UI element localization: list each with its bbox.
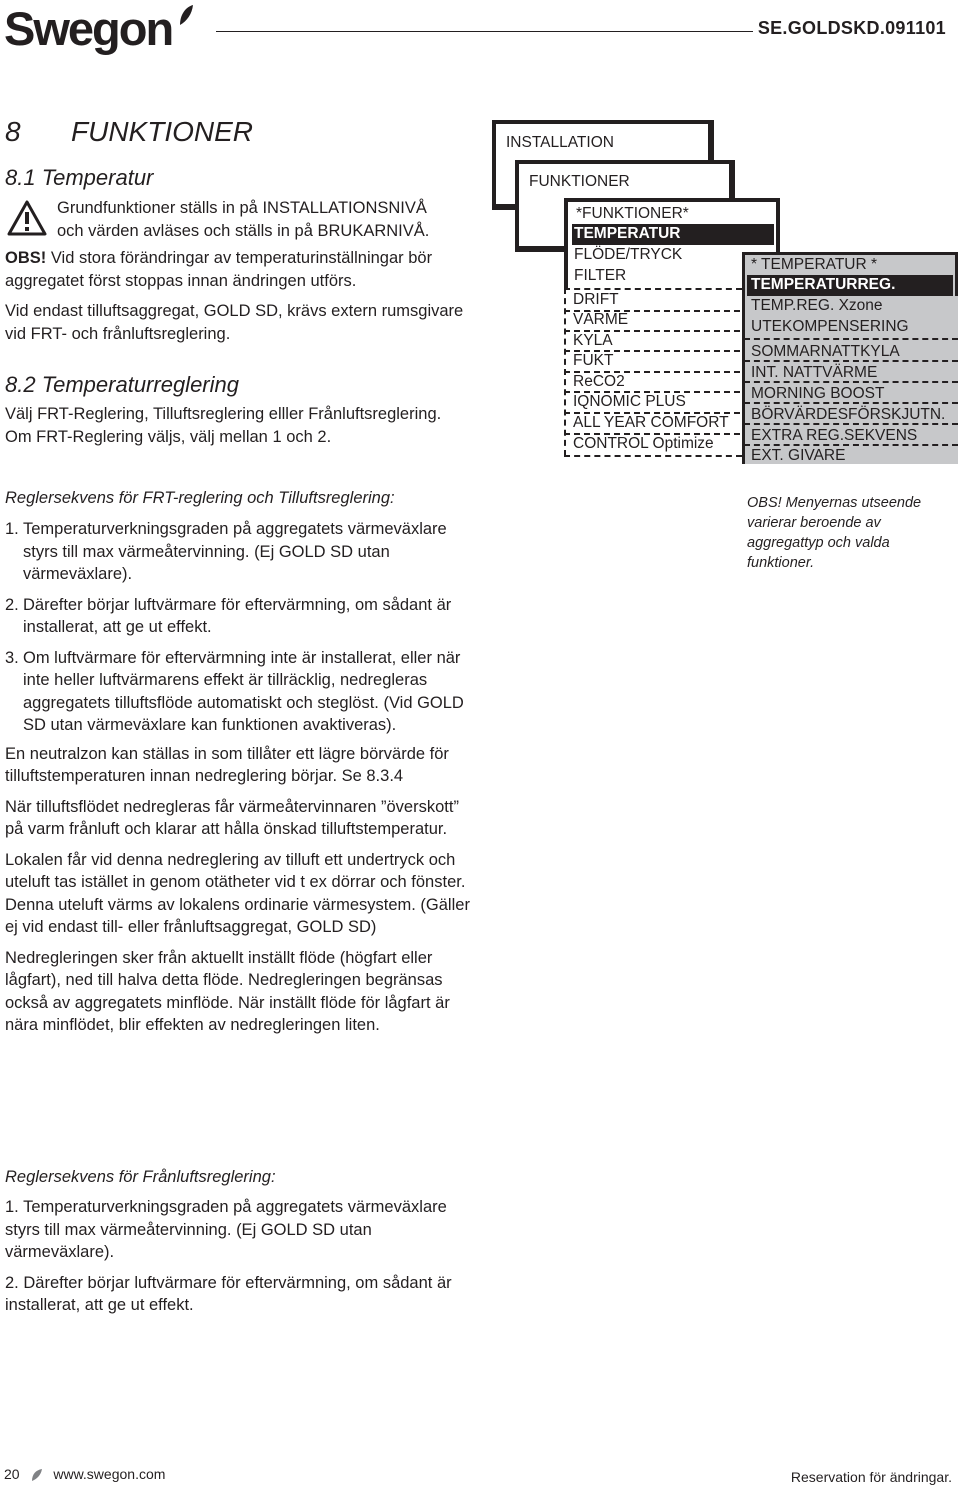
menu-l4-item-selected[interactable]: TEMPERATURREG. bbox=[747, 275, 953, 296]
leaf-icon bbox=[31, 1468, 43, 1482]
leaf-icon bbox=[178, 4, 194, 26]
menu-l4-item[interactable]: BÖRVÄRDESFÖRSKJUTN. bbox=[751, 406, 946, 423]
franluft-section bbox=[5, 1196, 455, 1325]
page-number: 20 bbox=[4, 1466, 20, 1482]
menu-note-text: Menyernas utseende varierar beroende av aggregattyp och valda funktioner. bbox=[747, 495, 922, 571]
section-8-1-paragraph bbox=[5, 300, 465, 345]
list-item bbox=[5, 647, 475, 737]
menu-l4-item[interactable]: INT. NATTVÄRME bbox=[751, 364, 878, 381]
section-8-2-line-2: Om FRT-Reglering väljs, välj mellan 1 och 2. bbox=[5, 427, 332, 446]
swegon-logo: Swegon bbox=[4, 2, 173, 55]
list-number: 3. bbox=[5, 648, 19, 667]
list-number: 2. bbox=[5, 1273, 19, 1292]
frt-list bbox=[5, 518, 475, 737]
menu-installation-title: INSTALLATION bbox=[506, 134, 614, 151]
list-number: 2. bbox=[5, 595, 19, 614]
menu-l3-title: *FUNKTIONER* bbox=[576, 205, 689, 222]
list-text: Temperaturverkningsgraden på aggregatets värmeväxlare styrs till max värmeåtervinning. (Ej GOLD SD utan värmeväxlare). bbox=[5, 1198, 447, 1261]
list-number: 1. bbox=[5, 1198, 19, 1216]
document-id: SE.GOLDSKD.091101 bbox=[757, 18, 946, 38]
menu-l4-item[interactable]: TEMP.REG. Xzone bbox=[751, 297, 883, 314]
overskott-paragraph: När tilluftsflödet nedregleras får värmeåtervinnaren ”överskott” på varm frånluft och klarar att hålla önskad tilluftstemperatur. bbox=[5, 797, 459, 838]
menu-l3-item[interactable]: FLÖDE/TRYCK bbox=[574, 246, 683, 263]
list-text: Om luftvärmare för eftervärmning inte är installerat, eller när inte heller luftvärmarens effekt är tillräcklig, nedregleras aggregatets tilluftsflöde automatiskt och steglöst. (Vid GOLD SD utan värmeväxlare kan funktionen avaktiveras). bbox=[23, 648, 464, 734]
menu-l4-item[interactable]: SOMMARNATTKYLA bbox=[751, 343, 900, 360]
menu-l3-item[interactable]: FUKT bbox=[573, 352, 614, 369]
menu-l4-dashed-row bbox=[744, 338, 958, 340]
list-text: Därefter börjar luftvärmare för eftervärmning, om sådant är installerat, att ge ut effekt. bbox=[5, 1273, 452, 1314]
menu-note-label: OBS! bbox=[747, 495, 782, 511]
menu-l4-item[interactable]: EXT. GIVARE bbox=[751, 447, 846, 464]
menu-l3-item[interactable]: IQNOMIC PLUS bbox=[573, 393, 686, 410]
chapter-title bbox=[5, 116, 253, 148]
menu-note bbox=[747, 493, 957, 573]
list-item bbox=[5, 1196, 455, 1264]
chapter-name: FUNKTIONER bbox=[71, 116, 253, 147]
warning-text bbox=[57, 197, 457, 242]
frt-heading: Reglersekvens för FRT-reglering och Tilluftsreglering: bbox=[5, 489, 395, 507]
warning-line-2: och värden avläses och ställs in på BRUKARNIVÅ. bbox=[57, 221, 430, 240]
obs-paragraph bbox=[5, 247, 465, 292]
franluft-list bbox=[5, 1196, 455, 1317]
website-link[interactable]: www.swegon.com bbox=[53, 1466, 166, 1482]
neutralzon-paragraph: En neutralzon kan ställas in som tillåter ett lägre börvärde för tilluftstemperaturen innan nedreglering börjar. Se 8.3.4 bbox=[5, 744, 449, 785]
chapter-number: 8 bbox=[5, 116, 21, 147]
menu-l4-item[interactable]: UTEKOMPENSERING bbox=[751, 318, 909, 335]
list-number: 1. bbox=[5, 520, 19, 538]
menu-l4-title: * TEMPERATUR * bbox=[751, 256, 878, 273]
undertryck-paragraph: Lokalen får vid denna nedreglering av tilluft ett undertryck och uteluft tas istället in genom otätheter vid t ex dörrar och fönster. Denna uteluft värms av lokalens ordinarie värmesystem. (Gäller ej vid endast till- eller frånluftsaggregat, GOLD SD) bbox=[5, 850, 470, 936]
footer-reservation: Reservation för ändringar. bbox=[790, 1469, 952, 1485]
header-rule bbox=[216, 31, 753, 32]
menu-l3-item[interactable]: VÄRME bbox=[573, 311, 629, 328]
obs-label: OBS! bbox=[5, 249, 47, 267]
section-8-1-title: 8.1 Temperatur bbox=[5, 165, 154, 190]
list-text: Temperaturverkningsgraden på aggregatets värmeväxlare styrs till max värmeåtervinning. (Ej GOLD SD utan värmeväxlare). bbox=[23, 520, 447, 583]
list-text: Därefter börjar luftvärmare för eftervärmning, om sådant är installerat, att ge ut effekt. bbox=[23, 595, 452, 636]
footer-left bbox=[4, 1466, 165, 1482]
warning-icon bbox=[7, 200, 47, 236]
menu-l4-item[interactable]: EXTRA REG.SEKVENS bbox=[751, 427, 918, 444]
list-item bbox=[5, 1272, 455, 1317]
rumsgivare-text: Vid endast tilluftsaggregat, GOLD SD, krävs extern rumsgivare vid FRT- och frånluftsreglering. bbox=[5, 302, 464, 343]
menu-l3-item[interactable]: DRIFT bbox=[573, 291, 619, 308]
warning-line-1: Grundfunktioner ställs in på INSTALLATIONSNIVÅ bbox=[57, 199, 427, 217]
menu-l3-item[interactable]: CONTROL Optimize bbox=[573, 435, 714, 452]
list-item bbox=[5, 518, 475, 586]
menu-l3-dashed-bottom bbox=[564, 455, 742, 457]
menu-funktioner-title: FUNKTIONER bbox=[529, 173, 630, 190]
section-8-2-title: 8.2 Temperaturreglering bbox=[5, 372, 239, 397]
menu-l3-item[interactable]: KYLA bbox=[573, 332, 613, 349]
list-item bbox=[5, 594, 475, 639]
menu-l3-item[interactable]: ReCO2 bbox=[573, 373, 625, 390]
obs-text: Vid stora förändringar av temperaturinställningar bör aggregatet först stoppas innan ändringen utförs. bbox=[5, 249, 433, 290]
nedreglering-paragraph: Nedregleringen sker från aktuellt inställt flöde (högfart eller lågfart), ned till halva detta flöde. Nedregleringen begränsas också av aggregatets minflöde. När inställt flöde för lågfart är nära minflödet, blir effekten av nedregleringen liten. bbox=[5, 948, 450, 1034]
frt-section bbox=[5, 518, 475, 1037]
menu-l3-item[interactable]: FILTER bbox=[574, 267, 627, 284]
section-8-2-text bbox=[5, 403, 485, 448]
menu-l4-right-border bbox=[955, 252, 958, 296]
menu-l3-item-selected[interactable]: TEMPERATUR bbox=[572, 224, 772, 245]
franluft-heading: Reglersekvens för Frånluftsreglering: bbox=[5, 1168, 276, 1186]
menu-l3-item[interactable]: ALL YEAR COMFORT bbox=[573, 414, 729, 431]
section-8-2-line-1: Välj FRT-Reglering, Tilluftsreglering elller Frånluftsreglering. bbox=[5, 405, 442, 423]
menu-l4-item[interactable]: MORNING BOOST bbox=[751, 385, 885, 402]
